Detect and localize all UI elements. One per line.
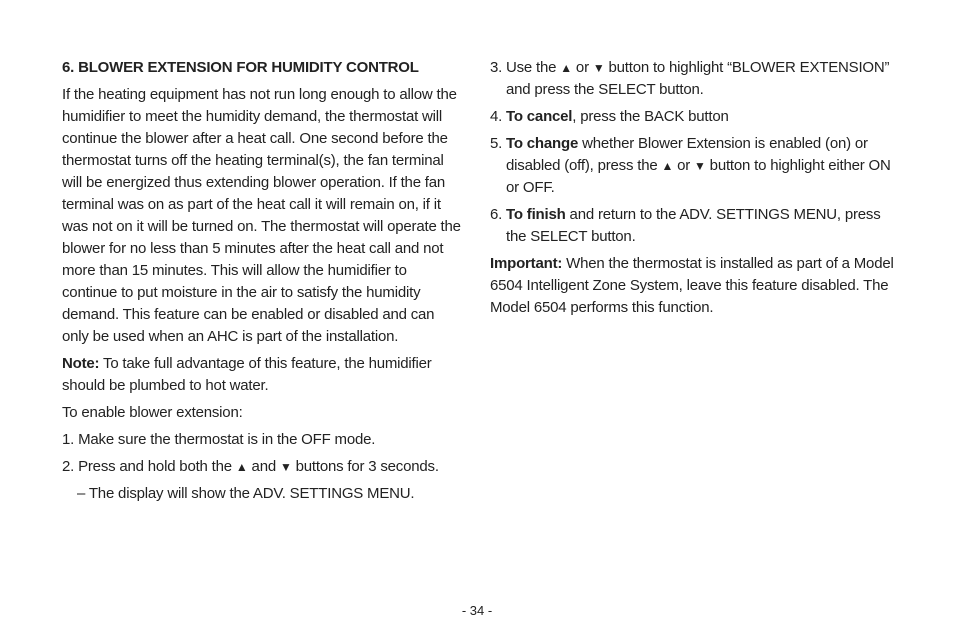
step-4-bold: To cancel xyxy=(506,108,573,125)
left-column xyxy=(62,57,464,510)
step-2-text-c: buttons for 3 seconds. xyxy=(291,458,439,475)
step-4-number: 4. xyxy=(490,108,503,125)
important-paragraph xyxy=(490,253,900,319)
step-5-bold: To change xyxy=(506,135,579,152)
step-3 xyxy=(490,57,900,101)
note-paragraph xyxy=(62,353,464,397)
intro-text: To enable blower extension: xyxy=(62,404,243,421)
step-5 xyxy=(490,133,900,199)
up-arrow-icon: ▲ xyxy=(661,159,674,173)
description-paragraph: If the heating equipment has not run long enough to allow the humidifier to meet the humidity demand, the thermostat will continue the blower after a heat call. One second before the thermostat turns off the heating terminal(s), the fan terminal will be energized thus extending blower operation. If the fan terminal was on as part of the heat call it will remain on, if it was not on it will be turned on. The thermostat will operate the blower for no less than 5 minutes after the heat call and not more than 15 minutes. This will allow the humidifier to continue to put moisture in the air to satisfy the humidity demand. This feature can be enabled or disabled and can only be used when an AHC is part of the installation. xyxy=(62,86,461,345)
page-number: - 34 - xyxy=(461,603,493,618)
step-6-number: 6. xyxy=(490,206,503,223)
step-5-text-b: or xyxy=(673,157,695,174)
step-5-body xyxy=(506,133,900,199)
step-4 xyxy=(490,106,900,128)
step-3-text-b: or xyxy=(571,59,593,76)
important-label: Important: xyxy=(490,255,563,272)
step-6-text: and return to the ADV. SETTINGS MENU, press the SELECT button. xyxy=(506,206,881,245)
section-heading: 6. BLOWER EXTENSION FOR HUMIDITY CONTROL xyxy=(62,59,419,76)
step-4-text: , press the BACK button xyxy=(572,108,729,125)
up-arrow-icon: ▲ xyxy=(560,61,572,75)
step-3-text-c: button to highlight “BLOWER EXTENSION” and press the SELECT button. xyxy=(506,59,890,98)
step-5-number: 5. xyxy=(490,135,503,152)
down-arrow-icon: ▼ xyxy=(279,460,292,474)
step-6-body xyxy=(506,204,900,248)
step-2-sub: – The display will show the ADV. SETTINGS MENU. xyxy=(77,485,415,502)
up-arrow-icon: ▲ xyxy=(235,460,248,474)
note-text: To take full advantage of this feature, the humidifier should be plumbed to hot water. xyxy=(62,355,432,394)
step-5-text-a: whether Blower Extension is enabled (on) or disabled (off), press the xyxy=(506,135,868,174)
step-2-text-b: and xyxy=(247,458,280,475)
step-2 xyxy=(62,456,464,478)
right-column xyxy=(490,57,900,324)
important-text: When the thermostat is installed as part of a Model 6504 Intelligent Zone System, leave this feature disabled. The Model 6504 performs this function. xyxy=(490,255,894,316)
step-3-number: 3. xyxy=(490,59,503,76)
step-6 xyxy=(490,204,900,248)
step-3-text-a: Use the xyxy=(506,59,561,76)
step-4-body xyxy=(506,106,900,128)
step-3-body xyxy=(506,57,900,101)
step-1: 1. Make sure the thermostat is in the OFF mode. xyxy=(62,431,376,448)
note-label: Note: xyxy=(62,355,100,372)
step-2-text-a: 2. Press and hold both the xyxy=(62,458,236,475)
step-5-text-c: button to highlight either ON or OFF. xyxy=(506,157,891,196)
down-arrow-icon: ▼ xyxy=(694,159,706,173)
down-arrow-icon: ▼ xyxy=(592,61,605,75)
step-6-bold: To finish xyxy=(506,206,566,223)
